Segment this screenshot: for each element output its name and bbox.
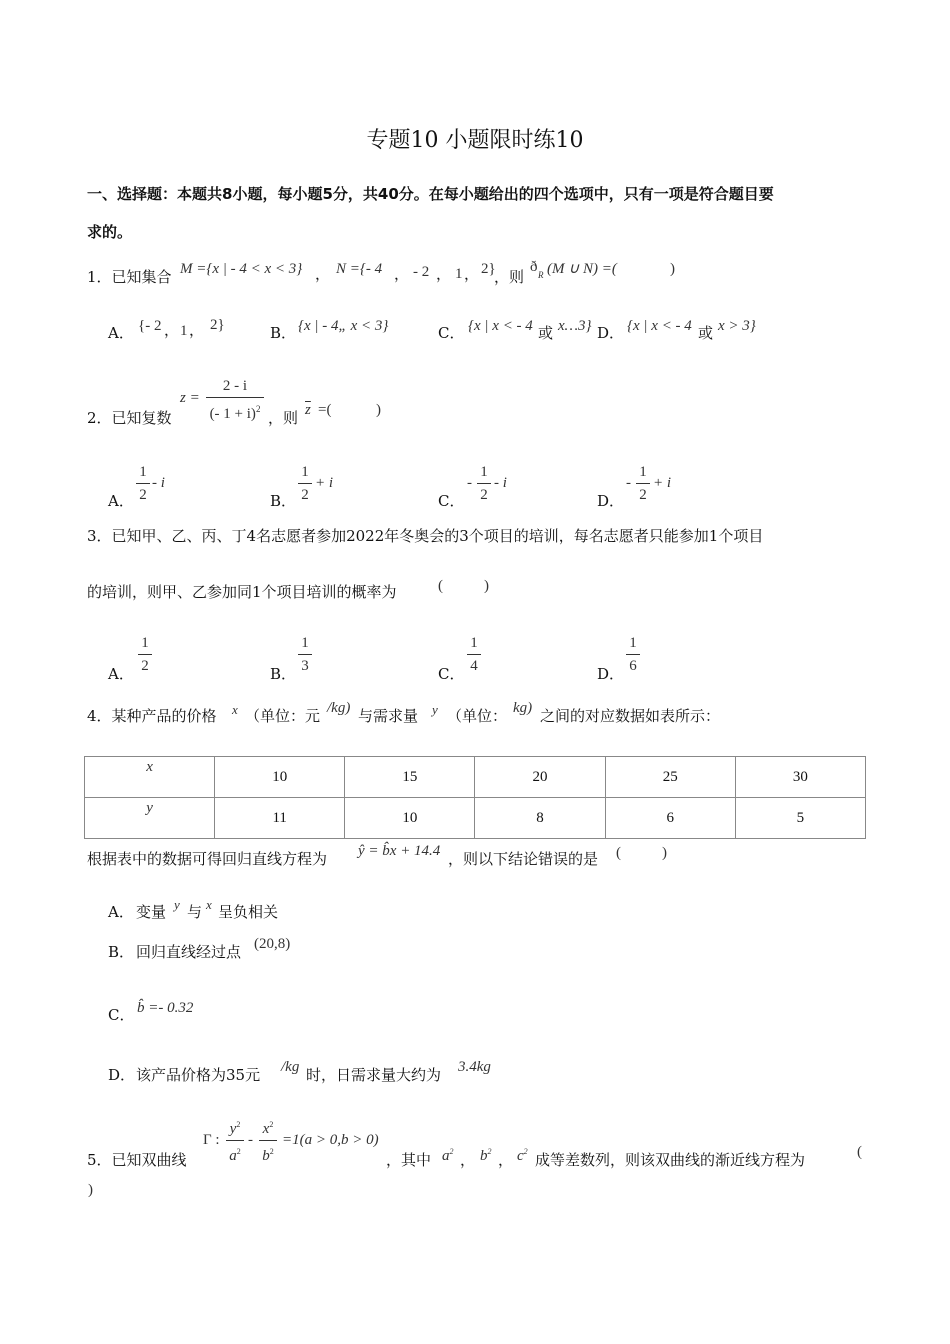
q3-option-a-label: A．: [108, 665, 134, 683]
q5-prefix: 5．已知双曲线: [87, 1151, 187, 1169]
q4-paren-close: ): [662, 845, 667, 861]
q1-union: (M ∪ N) =(: [547, 261, 617, 277]
q4-regression-prefix: 根据表中的数据可得回归直线方程为: [87, 850, 328, 868]
table-cell: 6: [605, 798, 735, 839]
q5-text-2: ，其中: [386, 1151, 432, 1169]
q5-text-3: 成等差数列，则该双曲线的渐近线方程为: [535, 1151, 806, 1169]
q4-option-a-y: y: [174, 897, 180, 912]
q5-b2: $b^2$: [480, 1147, 492, 1164]
q2-z-denominator: (- 1 + i)$^2$: [209, 404, 261, 422]
q1-option-d-or: 或: [698, 324, 714, 342]
q5-c2: $c^2$: [517, 1147, 528, 1164]
q1-option-a-v1: {- 2: [138, 318, 162, 334]
q1-set-m: M ={x | - 4 < x < 3}: [180, 261, 303, 277]
q1-n2: - 2: [413, 264, 430, 280]
q4-option-a-x: x: [206, 897, 212, 912]
q2-eq: =(: [318, 402, 332, 418]
q4-paren-open: (: [616, 845, 621, 861]
q2-option-b-label: B．: [270, 492, 297, 510]
q1-complement-sub: R: [538, 270, 544, 280]
q5-frac-x2-b2: $x^2$ $b^2$: [259, 1116, 277, 1165]
q2-z-numerator: 2 - i: [222, 378, 248, 394]
q5-frac-y2-a2: $y^2$ $a^2$: [226, 1116, 244, 1165]
q2-then: ，则: [268, 409, 299, 427]
table-cell: 10: [215, 757, 345, 798]
q4-data-table: [84, 756, 866, 839]
q2-option-d-tail: + i: [653, 475, 672, 491]
q4-unit-2: kg): [513, 700, 533, 716]
q4-unit-1: /kg): [327, 700, 351, 716]
q4-text-1: 4．某种产品的价格: [87, 707, 217, 725]
q3-option-a-frac: 1 2: [138, 634, 152, 675]
q1-n3: 1: [455, 266, 463, 282]
q4-text-2: （单位：元: [245, 707, 321, 725]
q4-option-d-unit: /kg: [281, 1059, 300, 1075]
page-title: 专题10 小题限时练10: [366, 128, 584, 153]
q1-comma3: ，: [464, 265, 480, 283]
q1-sep: ，: [315, 265, 331, 283]
q5-comma-2: ，: [498, 1151, 514, 1169]
q1-option-a-label: A．: [108, 324, 134, 342]
q4-option-a-t1: 变量: [136, 903, 167, 921]
q3-paren-open: (: [438, 578, 443, 594]
q2-option-c-sign: -: [467, 475, 472, 491]
q1-option-c-v2: x…3}: [558, 318, 592, 334]
table-cell: 20: [475, 757, 605, 798]
q4-option-b-t1: 回归直线经过点: [136, 943, 242, 961]
q2-option-b-frac: 1 2: [298, 463, 312, 504]
table-cell: 10: [345, 798, 475, 839]
q1-option-c-label: C．: [438, 324, 465, 342]
q4-option-d-t1: 该产品价格为35元: [136, 1066, 261, 1084]
q5-minus: -: [248, 1132, 253, 1148]
q2-option-a-label: A．: [108, 492, 134, 510]
q2-option-c-tail: - i: [494, 475, 507, 491]
q4-option-a-t2: 与: [187, 903, 203, 921]
q3-option-c-label: C．: [438, 665, 465, 683]
q1-option-a-comma2: ，: [189, 321, 205, 339]
q4-var-x: x: [232, 702, 238, 717]
q1-option-d-v1: {x | x < - 4: [627, 318, 692, 334]
q3-paren-close: ): [484, 578, 489, 594]
q4-regression-equation: ŷ = b̂x + 14.4: [358, 843, 441, 859]
q5-a2: $a^2$: [442, 1147, 454, 1164]
q2-option-a-tail: - i: [152, 475, 165, 491]
q3-option-b-label: B．: [270, 665, 297, 683]
table-row-y: [85, 798, 866, 839]
q4-option-b-label: B．: [108, 943, 135, 961]
q4-option-d-t2: 时，日需求量大约为: [306, 1066, 442, 1084]
q4-option-d-val: 3.4kg: [458, 1059, 491, 1075]
q4-option-c-val: b̂ =- 0.32: [137, 1000, 194, 1016]
q4-option-d-label: D．: [108, 1066, 136, 1084]
q1-comma: ，: [394, 265, 410, 283]
q1-option-d-label: D．: [597, 324, 625, 342]
q3-line1: 3．已知甲、乙、丙、丁4名志愿者参加2022年冬奥会的3个项目的培训，每名志愿者只能参加1个项目: [87, 527, 764, 545]
q1-option-a-v2: 1: [180, 323, 188, 339]
q4-option-a-label: A．: [108, 903, 134, 921]
q5-gamma: Γ :: [203, 1132, 220, 1148]
q3-line2: 的培训，则甲、乙参加同1个项目培训的概率为: [87, 583, 397, 601]
q1-n4: 2}: [481, 261, 496, 277]
q4-var-y: y: [432, 702, 438, 717]
q4-option-c-label: C．: [108, 1006, 135, 1024]
q2-option-a-frac: 1 2: [136, 463, 150, 504]
q3-option-b-frac: 1 3: [298, 634, 312, 675]
q2-z-lhs: z =: [180, 390, 200, 406]
q1-option-c-v1: {x | x < - 4: [468, 318, 533, 334]
section-instructions-line2: 求的。: [87, 223, 133, 241]
q5-paren-open: (: [857, 1144, 862, 1160]
q3-option-d-frac: 1 6: [626, 634, 640, 675]
q4-regression-suffix: ，则以下结论错误的是: [448, 850, 599, 868]
q1-close: ): [670, 261, 675, 277]
table-cell: 8: [475, 798, 605, 839]
q1-prefix: 1．已知集合: [87, 268, 172, 286]
q5-comma-1: ，: [460, 1151, 476, 1169]
table-header-y: y: [85, 798, 215, 839]
q1-option-b-label: B．: [270, 324, 297, 342]
q1-option-a-comma1: ，: [164, 321, 180, 339]
q2-option-d-sign: -: [626, 475, 631, 491]
q2-option-c-label: C．: [438, 492, 465, 510]
q1-complement: ð: [530, 259, 538, 275]
q4-text-3: 与需求量: [358, 707, 419, 725]
q5-rhs: =1(a > 0,b > 0): [282, 1132, 379, 1148]
table-cell: 5: [735, 798, 865, 839]
q5-paren-close: ): [88, 1182, 93, 1198]
q2-close: ): [376, 402, 381, 418]
q3-option-c-frac: 1 4: [467, 634, 481, 675]
table-row-x: [85, 757, 866, 798]
table-cell: 30: [735, 757, 865, 798]
section-instructions-line1: 一、选择题：本题共8小题，每小题5分，共40分。在每小题给出的四个选项中，只有一项是符合题目要: [87, 185, 774, 203]
q3-option-d-label: D．: [597, 665, 625, 683]
q4-text-5: 之间的对应数据如表所示：: [540, 707, 721, 725]
q1-set-n: N ={- 4: [336, 261, 383, 277]
q4-option-a-t3: 呈负相关: [218, 903, 279, 921]
table-cell: 15: [345, 757, 475, 798]
q1-option-b-val: {x | - 4„ x < 3}: [298, 318, 389, 334]
table-header-x: x: [85, 757, 215, 798]
q1-option-c-or: 或: [538, 324, 554, 342]
q2-zbar: $\overline{z}$: [305, 402, 311, 418]
q1-comma2: ，: [436, 265, 452, 283]
table-cell: 11: [215, 798, 345, 839]
q4-text-4: （单位：: [447, 707, 508, 725]
q2-option-b-tail: + i: [315, 475, 334, 491]
q1-option-d-v2: x > 3}: [718, 318, 756, 334]
q2-option-d-frac: 1 2: [636, 463, 650, 504]
q1-option-a-v3: 2}: [210, 317, 225, 333]
q2-z-fraction: [206, 377, 264, 423]
q2-prefix: 2．已知复数: [87, 409, 172, 427]
q4-option-b-point: (20,8): [254, 936, 291, 952]
q2-option-d-label: D．: [597, 492, 625, 510]
q1-then: ，则: [494, 268, 525, 286]
q2-option-c-frac: 1 2: [477, 463, 491, 504]
q2-z-fraction-bar: [206, 397, 264, 398]
table-cell: 25: [605, 757, 735, 798]
